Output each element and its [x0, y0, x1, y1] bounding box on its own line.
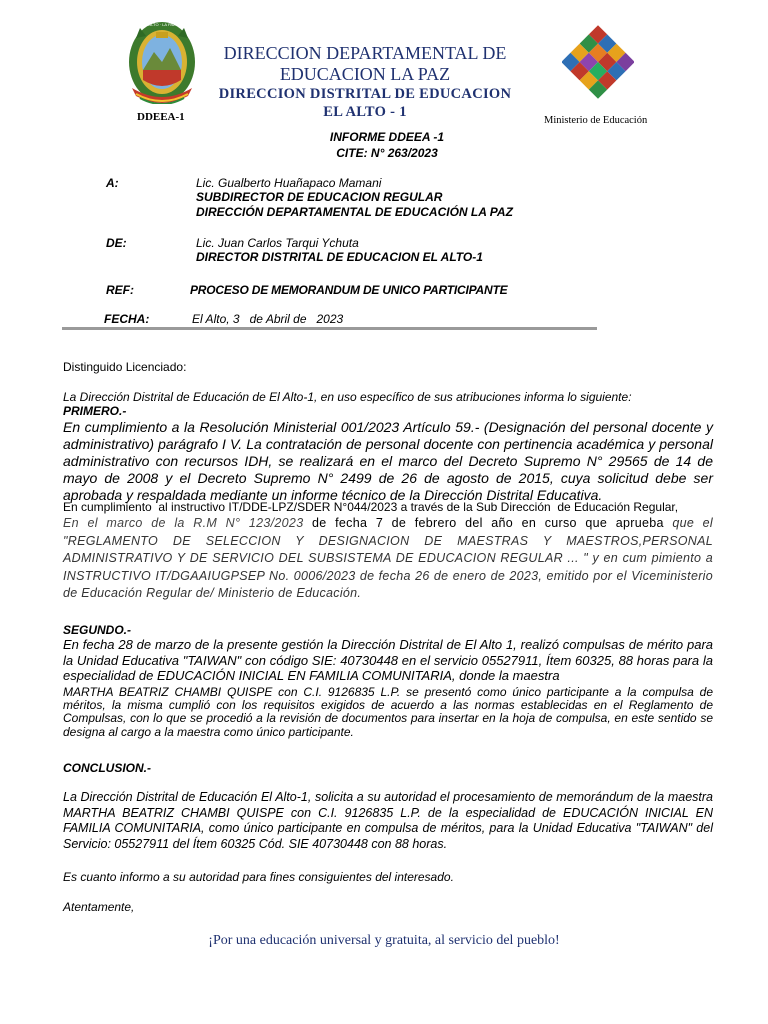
- to-title-1: SUBDIRECTOR DE EDUCACION REGULAR: [196, 190, 443, 204]
- logo-arc-text: ALTO · LA PAZ: [148, 22, 176, 27]
- segundo-heading: SEGUNDO.-: [63, 623, 132, 637]
- date-value: El Alto, 3 de Abril de 2023: [192, 312, 344, 326]
- intro-paragraph: La Dirección Distrital de Educación de El Alto-1, en uso específico de sus atribuciones informa lo siguiente:: [63, 390, 632, 404]
- title-line-3: DIRECCION DISTRITAL DE EDUCACION: [218, 86, 512, 102]
- primero-paragraph-1: En cumplimiento a la Resolución Ministerial 001/2023 Artículo 59.- (Designación del personal docente y administrativo) parágrafo I V. La contratación de personal docente con pertinencia académica y personal administrativo con recursos IDH, se realizará en el marco del Decreto Supremo N° 29565 de 14 de mayo de 2008 y el Decreto Supremo N° 2499 de 26 de agosto de 2015, cuya solicitud debe ser aprobada y respaldada mediante un informe técnico de la Dirección Distrital Educativa.: [63, 419, 713, 503]
- reglamento-text: que el "REGLAMENTO DE SELECCION Y DESIGNACION DE MAESTRAS Y MAESTROS,PERSONAL ADMINISTRATIVO Y DE SERVICIO DEL SUBSISTEMA DE EDUCACION REGULAR ... " y en cum pimiento a INSTRUCTIVO IT/DGAAIUGPSEP No. 0006/2023 de fecha 26 de enero de 2023, emitido por el Viceministerio de Educación Regular de/ Ministerio de Educación.: [63, 516, 713, 600]
- conclusion-heading: CONCLUSION.-: [63, 761, 151, 775]
- ref-value: PROCESO DE MEMORANDUM DE UNICO PARTICIPANTE: [190, 283, 508, 297]
- informe-number: INFORME DDEEA -1: [329, 130, 445, 144]
- segundo-paragraph-2: MARTHA BEATRIZ CHAMBI QUISPE con C.I. 9126835 L.P. se presentó como único participante a la compulsa de méritos, la misma cumplió con los requisitos exigidos de acuerdo a las normas establecidas en el Reglamento de Compulsas, con lo que se procedió a la revisión de documentos para insertar en la hoja de compulsa, en este sentido se designa al cargo a la maestra como único participante.: [63, 685, 713, 739]
- to-label: A:: [106, 176, 119, 190]
- from-label: DE:: [106, 236, 127, 250]
- from-name: Lic. Juan Carlos Tarqui Ychuta: [196, 236, 359, 250]
- ddeea-shield-icon: [126, 18, 198, 104]
- title-line-2: EDUCACION LA PAZ: [279, 64, 451, 84]
- from-title: DIRECTOR DISTRITAL DE EDUCACION EL ALTO-1: [196, 250, 483, 264]
- date-label: FECHA:: [104, 312, 150, 326]
- ddeea-logo: [126, 18, 198, 104]
- rm-date: de fecha 7 de febrero del año en curso que aprueba: [303, 516, 664, 530]
- segundo-paragraph-1: En fecha 28 de marzo de la presente gestión la Dirección Distrital de El Alto 1, realizó compulsas de mérito para la Unidad Educativa "TAIWAN" con código SIE: 40730448 en el servicio 05527911, Ítem 60325, 88 horas para la especialidad de EDUCACIÓN INICIAL EN FAMILIA COMUNITARIA, donde la maestra: [63, 637, 713, 683]
- cite-number: CITE: N° 263/2023: [336, 146, 438, 160]
- to-title-2: DIRECCIÓN DEPARTAMENTAL DE EDUCACIÓN LA PAZ: [196, 205, 513, 219]
- title-line-4: EL ALTO - 1: [323, 104, 407, 120]
- ministry-logo: [562, 20, 634, 104]
- ministry-mosaic-icon: [562, 20, 634, 104]
- ddeea-caption: DDEEA-1: [137, 111, 185, 123]
- primero-paragraph-3: [63, 515, 713, 603]
- closing-statement: Es cuanto informo a su autoridad para fines consiguientes del interesado.: [63, 870, 454, 884]
- to-name: Lic. Gualberto Huañapaco Mamani: [196, 176, 382, 190]
- footer-motto: ¡Por una educación universal y gratuita, al servicio del pueblo!: [208, 933, 560, 948]
- rm-reference: En el marco de la R.M N° 123/2023: [63, 516, 304, 530]
- primero-paragraph-2: En cumplimiento al instructivo IT/DDE-LPZ/SDER N°044/2023 a través de la Sub Dirección de Educación Regular,: [63, 500, 679, 514]
- primero-heading: PRIMERO.-: [63, 404, 127, 418]
- title-line-1: DIRECCION DEPARTAMENTAL DE: [223, 43, 507, 63]
- ministry-caption: Ministerio de Educación: [544, 115, 648, 126]
- ref-label: REF:: [106, 283, 134, 297]
- conclusion-paragraph: La Dirección Distrital de Educación El Alto-1, solicita a su autoridad el procesamiento de memorándum de la maestra MARTHA BEATRIZ CHAMBI QUISPE con C.I. 9126835 L.P. de la especialidad de EDUCACIÓN INICIAL EN FAMILIA COMUNITARIA, como único participante en compulsa de méritos, para la Unidad Educativa "TAIWAN" del Servicio: 05527911 del Ítem 60325 Cód. SIE 40730448 con 88 horas.: [63, 790, 713, 851]
- header-divider: [62, 327, 597, 330]
- closing-salutation: Atentamente,: [63, 900, 135, 914]
- salutation: Distinguido Licenciado:: [63, 360, 187, 374]
